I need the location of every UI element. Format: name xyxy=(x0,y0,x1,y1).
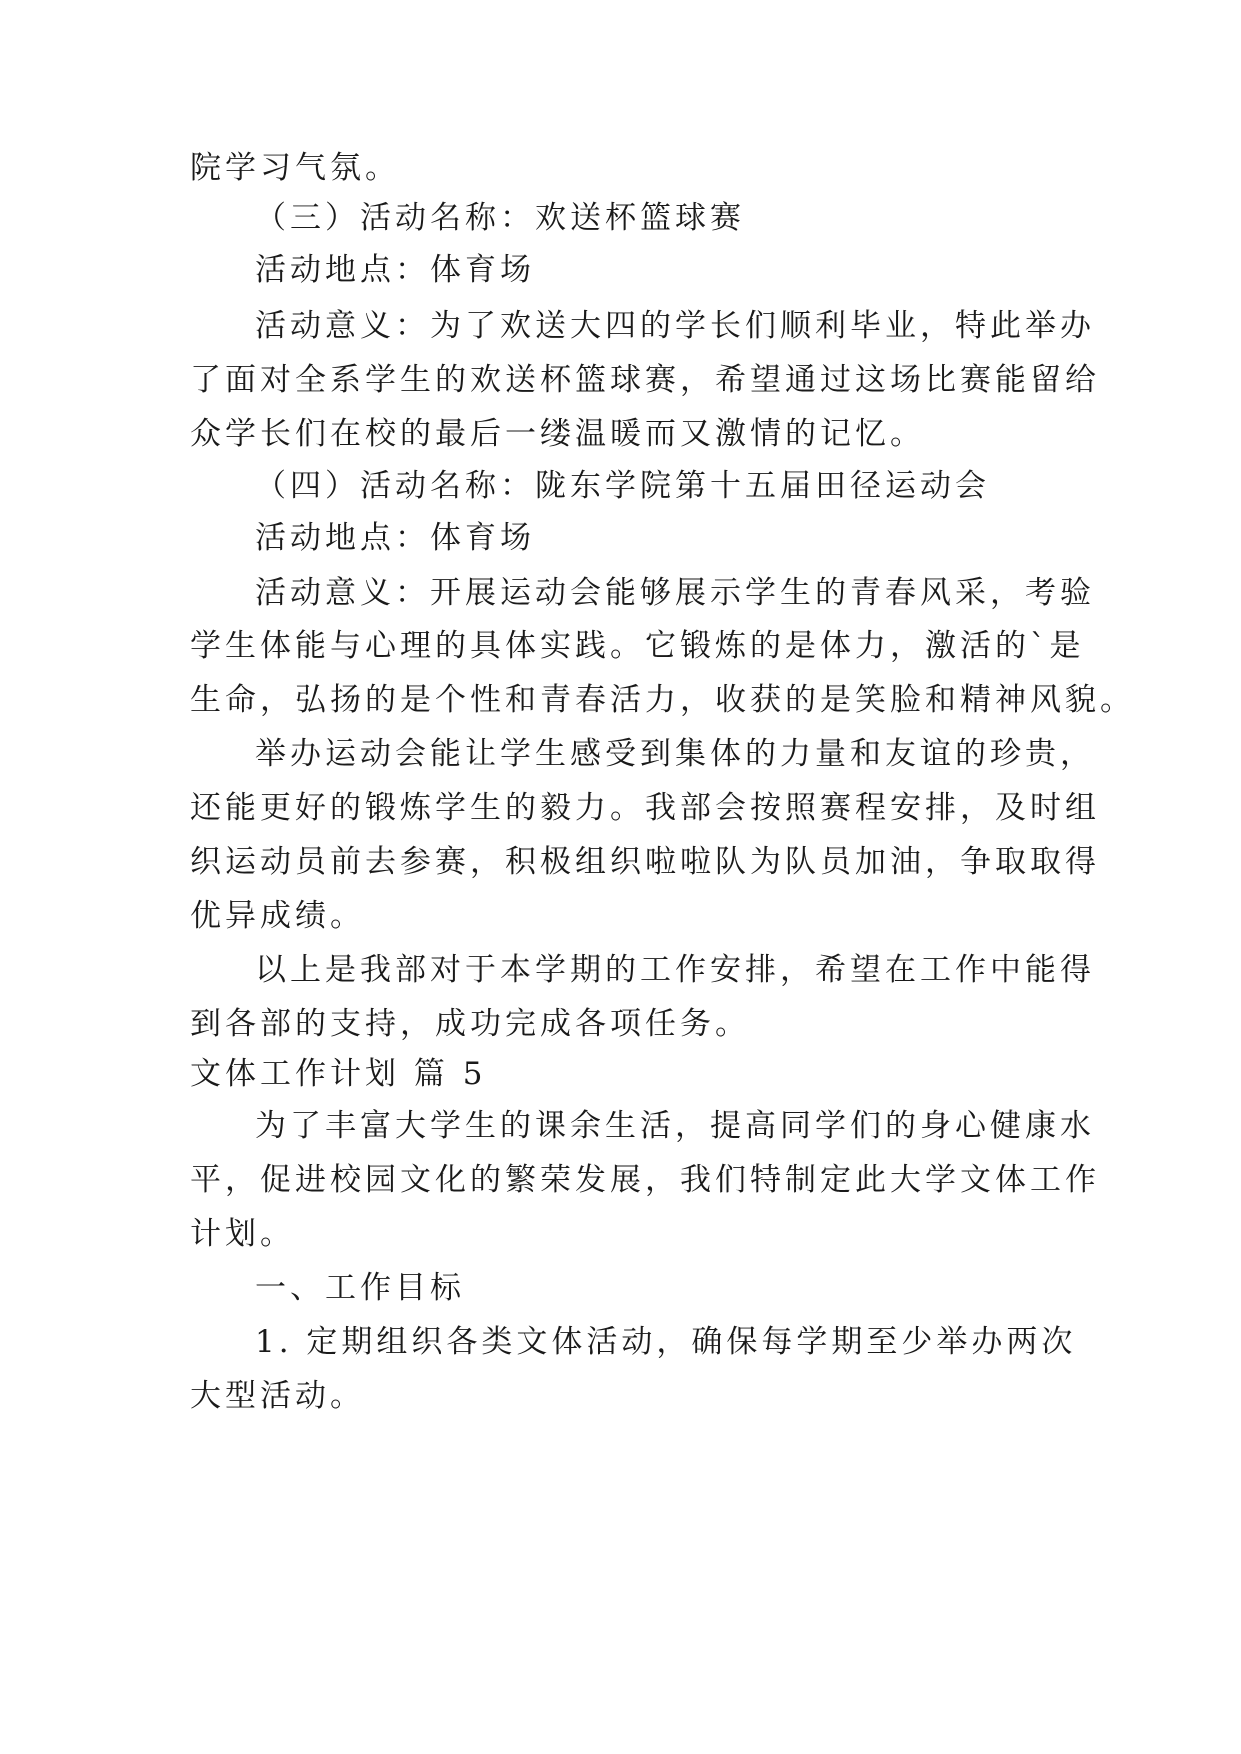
paragraph-line: 了面对全系学生的欢送杯篮球赛，希望通过这场比赛能留给 xyxy=(190,362,1100,398)
paragraph-line: 活动意义：开展运动会能够展示学生的青春风采，考验 xyxy=(255,575,1095,611)
paragraph-line: 以上是我部对于本学期的工作安排，希望在工作中能得 xyxy=(255,952,1095,988)
activity-title-three: （三）活动名称：欢送杯篮球赛 xyxy=(255,200,745,236)
paragraph-line: 活动意义：为了欢送大四的学长们顺利毕业，特此举办 xyxy=(255,308,1095,344)
paragraph-line: 举办运动会能让学生感受到集体的力量和友谊的珍贵， xyxy=(255,736,1095,772)
activity-title-four: （四）活动名称：陇东学院第十五届田径运动会 xyxy=(255,468,990,504)
paragraph-line: 优异成绩。 xyxy=(190,898,365,934)
section-heading: 文体工作计划 篇 5 xyxy=(190,1056,487,1092)
paragraph-line: 活动地点：体育场 xyxy=(255,252,535,288)
paragraph-line: 生命，弘扬的是个性和青春活力，收获的是笑脸和精神风貌。 xyxy=(190,682,1135,718)
paragraph-line: 众学长们在校的最后一缕温暖而又激情的记忆。 xyxy=(190,416,925,452)
paragraph-line: 到各部的支持，成功完成各项任务。 xyxy=(190,1006,750,1042)
paragraph-line: 还能更好的锻炼学生的毅力。我部会按照赛程安排，及时组 xyxy=(190,790,1100,826)
paragraph-line: 为了丰富大学生的课余生活，提高同学们的身心健康水 xyxy=(255,1108,1095,1144)
paragraph-line: 平，促进校园文化的繁荣发展，我们特制定此大学文体工作 xyxy=(190,1162,1100,1198)
paragraph-line: 计划。 xyxy=(190,1216,295,1252)
paragraph-line: 织运动员前去参赛，积极组织啦啦队为队员加油，争取取得 xyxy=(190,844,1100,880)
paragraph-line: 活动地点：体育场 xyxy=(255,520,535,556)
subsection-heading: 一、工作目标 xyxy=(255,1270,465,1306)
paragraph-line: 学生体能与心理的具体实践。它锻炼的是体力，激活的`是 xyxy=(190,628,1085,664)
list-item: 1. 定期组织各类文体活动，确保每学期至少举办两次 xyxy=(255,1324,1077,1360)
list-item-continuation: 大型活动。 xyxy=(190,1378,365,1414)
paragraph-line: 院学习气氛。 xyxy=(190,150,400,186)
